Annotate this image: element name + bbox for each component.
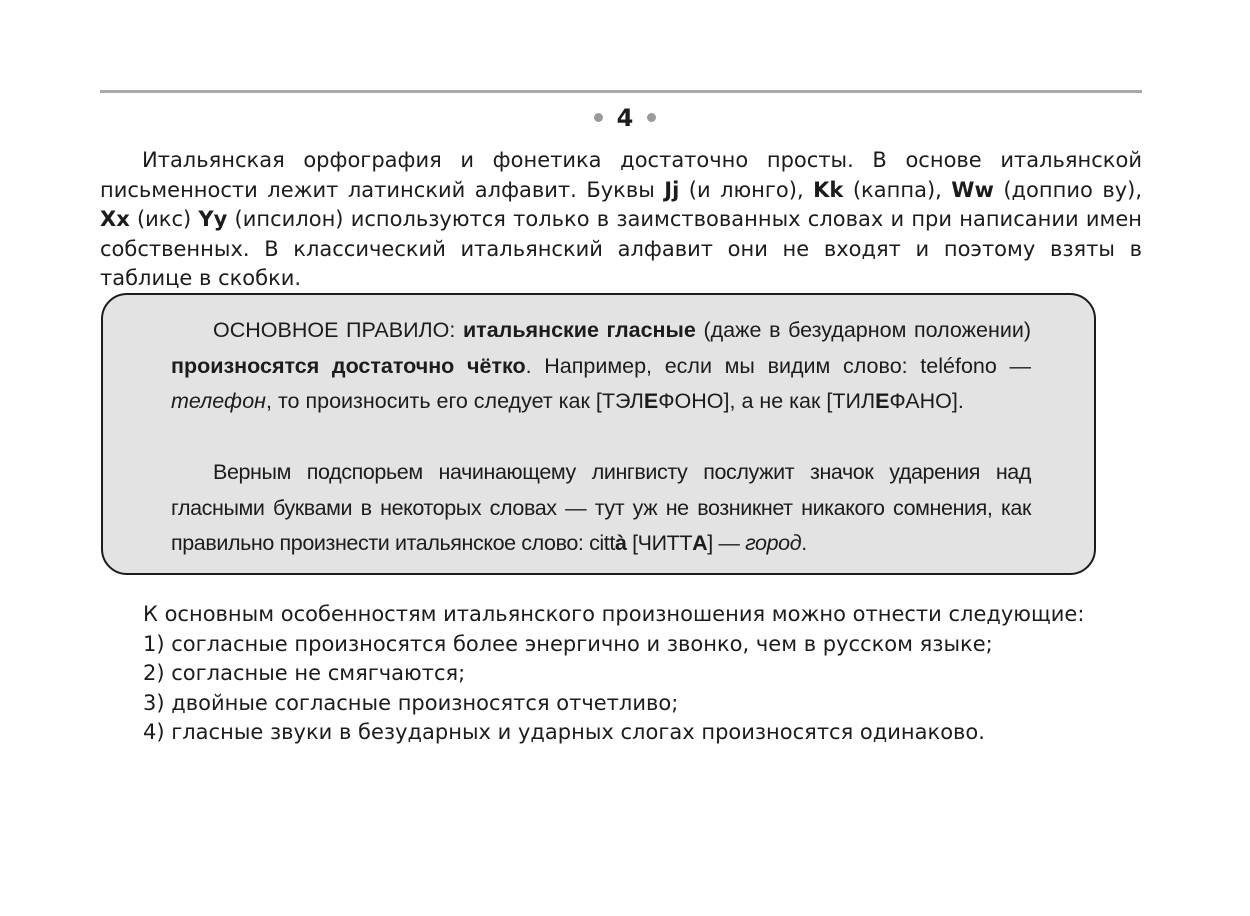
rule-text: ] —	[707, 531, 746, 555]
bullet-dot-icon	[594, 113, 603, 122]
translation: город	[745, 531, 802, 555]
intro-text: (каппа),	[843, 177, 952, 202]
letter-ww: Ww	[951, 177, 994, 202]
header-rule	[100, 90, 1142, 93]
rule-text: ФОНО], а не как [ТИЛ	[658, 389, 876, 413]
intro-text: (ипсилон) используются только в заимствованных словах и при написании имен собственных. В классический итальянский алфавит они не входят и поэтому взяты в таблице в скобки.	[100, 207, 1142, 290]
stressed-vowel: Е	[643, 389, 659, 413]
stress-paragraph	[171, 455, 1031, 562]
bullet-dot-icon	[647, 113, 656, 122]
accented-letter: à	[614, 531, 627, 555]
intro-paragraph	[100, 146, 1142, 294]
intro-text: (и люнго),	[679, 177, 814, 202]
main-rule-box	[101, 293, 1096, 575]
page-number: 4	[616, 104, 634, 132]
features-list	[143, 600, 1143, 748]
rule-text: [ЧИТТ	[626, 531, 693, 555]
rule-text: , то произносить его следует как [ТЭЛ	[266, 389, 644, 413]
rule-emphasis: произносятся достаточно чётко	[171, 353, 526, 378]
rule-paragraph	[171, 313, 1031, 420]
letter-jj: Jj	[664, 177, 680, 202]
intro-text: (икс)	[129, 207, 199, 231]
rule-text: . Например, если мы видим слово: teléfono —	[525, 353, 1032, 378]
list-item: 4) гласные звуки в безударных и ударных слогах произносятся одинаково.	[143, 720, 985, 744]
stressed-vowel: А	[692, 531, 708, 555]
rule-text: (даже в безударном положении)	[695, 318, 1031, 342]
list-item: 2) согласные не смягчаются;	[143, 661, 466, 685]
translation: телефон	[171, 389, 266, 413]
rule-text: Верным подспорьем начинающему лингвисту послужит значок ударения над гласными буквами в некоторых словах — тут уж не возникнет никакого сомнения, как правильно произнести итальянское слово: citt	[171, 460, 1031, 555]
stressed-vowel: Е	[875, 389, 890, 413]
rule-text: ФАНО].	[889, 389, 964, 413]
intro-text: Итальянская орфография и фонетика достаточно просты. В основе итальянской письменности лежит латинский алфавит. Буквы	[100, 148, 1142, 202]
list-item: 3) двойные согласные произносятся отчетливо;	[143, 690, 679, 715]
rule-heading: ОСНОВНОЕ ПРАВИЛО:	[213, 318, 456, 342]
list-item: 1) согласные произносятся более энергично и звонко, чем в русском языке;	[143, 631, 993, 656]
letter-kk: Kk	[813, 177, 844, 202]
letter-xx: Xx	[100, 207, 130, 231]
letter-yy: Yy	[198, 207, 228, 231]
intro-text: (доппио ву),	[993, 177, 1143, 202]
rule-emphasis: итальянские гласные	[462, 318, 696, 342]
rule-text: .	[801, 531, 807, 555]
page-header	[0, 102, 1250, 134]
features-intro: К основным особенностям итальянского произношения можно отнести следующие:	[143, 602, 1085, 626]
